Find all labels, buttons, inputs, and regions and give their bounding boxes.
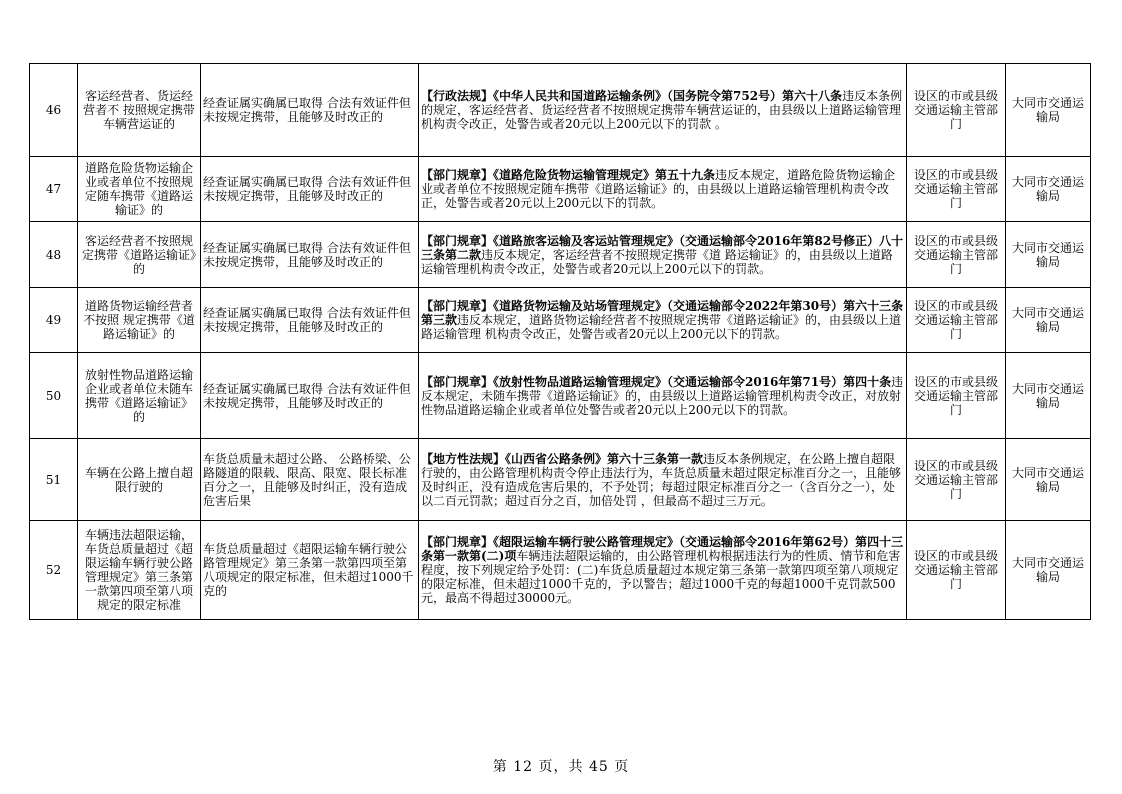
row-number: 46 xyxy=(30,64,78,157)
page-number-footer: 第 12 页，共 45 页 xyxy=(492,759,630,775)
table-row xyxy=(30,64,1091,157)
exemption-condition: 车货总质量超过《超限运输车辆行驶公路管理规定》第三条第一款第四项至第八项规定的限定标准，但未超过1000千克的 xyxy=(201,521,419,620)
legal-basis-title: 【部门规章】《道路货物运输及站场管理规定》（交通运输部令2022年第30号）第六十三条第三款 xyxy=(421,299,904,327)
responsible-agency: 大同市交通运输局 xyxy=(1006,353,1091,439)
legal-basis-title: 【部门规章】《超限运输车辆行驶公路管理规定》（交通运输部令2016年第62号）第四十三条第一款第(二)项 xyxy=(421,535,904,563)
legal-basis xyxy=(419,222,907,288)
exemption-condition: 经查证属实确属已取得 合法有效证件但未按规定携带，且能够及时改正的 xyxy=(201,157,419,222)
legal-basis-title: 【部门规章】《道路危险货物运输管理规定》第五十九条 xyxy=(421,168,716,182)
legal-basis xyxy=(419,353,907,439)
legal-basis xyxy=(419,288,907,353)
table-body xyxy=(30,64,1091,620)
responsible-agency: 大同市交通运输局 xyxy=(1006,439,1091,521)
exemption-condition: 经查证属实确属已取得 合法有效证件但未按规定携带，且能够及时改正的 xyxy=(201,222,419,288)
violation-item: 车辆在公路上擅自超限行驶的 xyxy=(78,439,201,521)
legal-basis-text: 违反本规定，道路危险货物运输企业或者单位不按照规定随车携带《道路运输证》的，由县级以上道路运输管理机构责令改正，处警告或者20元以上200元以下的罚款。 xyxy=(421,168,896,210)
responsible-agency: 大同市交通运输局 xyxy=(1006,64,1091,157)
exemption-condition: 经查证属实确属已取得 合法有效证件但未按规定携带，且能够及时改正的 xyxy=(201,353,419,439)
responsible-agency: 大同市交通运输局 xyxy=(1006,222,1091,288)
responsible-agency: 大同市交通运输局 xyxy=(1006,288,1091,353)
implementing-body: 设区的市或县级交通运输主管部门 xyxy=(907,64,1006,157)
row-number: 50 xyxy=(30,353,78,439)
row-number: 52 xyxy=(30,521,78,620)
table-row xyxy=(30,288,1091,353)
legal-basis-text: 违反本条例规定，在公路上擅自超限行驶的，由公路管理机构责令停止违法行为，车货总质量未超过限定标准百分之一，且能够及时纠正，没有造成危害后果的，不予处罚；每超过限定标准百分之一（含百分之一），处以二百元罚款；超过百分之百，加倍处罚 ，但最高不超过三万元。 xyxy=(421,451,902,508)
implementing-body: 设区的市或县级交通运输主管部门 xyxy=(907,521,1006,620)
legal-basis-text: 车辆违法超限运输的，由公路管理机构根据违法行为的性质、情节和危害程度，按下列规定给予处罚：(二)车货总质量超过本规定第三条第一款第四项至第八项规定的限定标准，但未超过1000千克的，予以警告；超过1000千克的每超1000千克罚款500元，最高不得超过30000元。 xyxy=(421,549,901,605)
table-row xyxy=(30,521,1091,620)
table-row xyxy=(30,157,1091,222)
legal-basis xyxy=(419,157,907,222)
legal-basis-text: 违反本规定，未随车携带《道路运输证》的，由县级以上道路运输管理机构责令改正，对放射性物品道路运输企业或者单位处警告或者20元以上200元以下的罚款。 xyxy=(421,374,904,417)
row-number: 48 xyxy=(30,222,78,288)
legal-basis-title: 【部门规章】《道路旅客运输及客运站管理规定》（交通运输部令2016年第82号修正）八十三条第二款 xyxy=(421,233,904,262)
implementing-body: 设区的市或县级交通运输主管部门 xyxy=(907,288,1006,353)
legal-basis xyxy=(419,439,907,521)
legal-basis-title: 【地方性法规】《山西省公路条例》第六十三条第一款 xyxy=(421,451,704,466)
row-number: 49 xyxy=(30,288,78,353)
table-row xyxy=(30,222,1091,288)
legal-basis-title: 【部门规章】《放射性物品道路运输管理规定》（交通运输部令2016年第71号）第四十条 xyxy=(421,374,892,389)
violation-item: 车辆违法超限运输，车货总质量超过《超限运输车辆行驶公路管理规定》第三条第一款第四项至第八项规定的限定标准 xyxy=(78,521,201,620)
responsible-agency: 大同市交通运输局 xyxy=(1006,521,1091,620)
legal-basis-title: 【行政法规】《中华人民共和国道路运输条例》（国务院令第752号）第六十八条 xyxy=(421,89,843,103)
table-row xyxy=(30,353,1091,439)
exemption-condition: 经查证属实确属已取得 合法有效证件但未按规定携带，且能够及时改正的 xyxy=(201,288,419,353)
violation-item: 道路危险货物运输企业或者单位不按照规定随车携带《道路运输证》的 xyxy=(78,157,201,222)
regulation-table xyxy=(29,63,1091,620)
row-number: 47 xyxy=(30,157,78,222)
violation-item: 客运经营者、货运经营者不 按照规定携带车辆营运证的 xyxy=(78,64,201,157)
exemption-condition: 经查证属实确属已取得 合法有效证件但未按规定携带，且能够及时改正的 xyxy=(201,64,419,157)
legal-basis-text: 违反本规定，客运经营者不按照规定携带《道 路运输证》的，由县级以上道路运输管理机构责令改正，处警告或者20元以上200元以下的罚款。 xyxy=(421,247,893,276)
violation-item: 客运经营者不按照规定携带《道路运输证》的 xyxy=(78,222,201,288)
implementing-body: 设区的市或县级交通运输主管部门 xyxy=(907,439,1006,521)
legal-basis xyxy=(419,64,907,157)
legal-basis xyxy=(419,521,907,620)
legal-basis-text: 违反本条例的规定，客运经营者、货运经营者不按照规定携带车辆营运证的，由县级以上道路运输管理机构责令改正，处警告或者20元以上200元以下的罚款 。 xyxy=(421,89,903,131)
implementing-body: 设区的市或县级交通运输主管部门 xyxy=(907,222,1006,288)
implementing-body: 设区的市或县级交通运输主管部门 xyxy=(907,353,1006,439)
responsible-agency: 大同市交通运输局 xyxy=(1006,157,1091,222)
exemption-condition: 车货总质量未超过公路、 公路桥梁、公路隧道的限载、限高、限宽、限长标准百分之一，且能够及时纠正，没有造成危害后果 xyxy=(201,439,419,521)
violation-item: 道路货物运输经营者不按照 规定携带《道路运输证》的 xyxy=(78,288,201,353)
legal-basis-text: 违反本规定，道路货物运输经营者不按照规定携带《道路运输证》的，由县级以上道路运输管理 机构责令改正，处警告或者20元以上200元以下的罚款。 xyxy=(421,313,902,341)
table-row xyxy=(30,439,1091,521)
row-number: 51 xyxy=(30,439,78,521)
implementing-body: 设区的市或县级交通运输主管部门 xyxy=(907,157,1006,222)
violation-item: 放射性物品道路运输企业或者单位未随车携带《道路运输证》的 xyxy=(78,353,201,439)
